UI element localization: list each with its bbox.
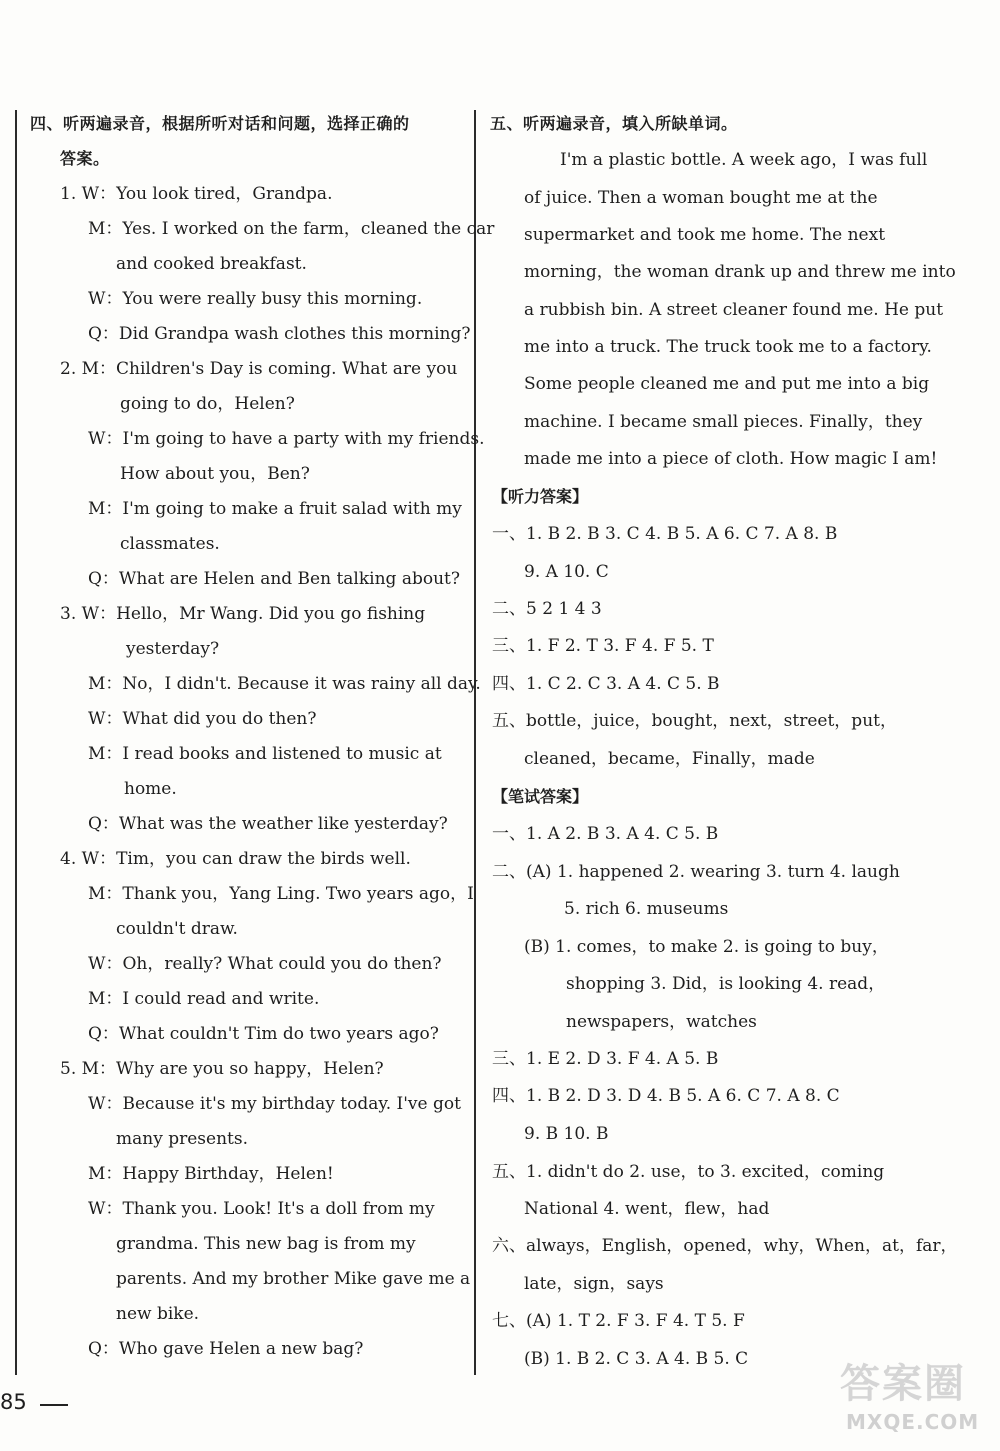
dialogue-line: 4. W：Tim，you can draw the birds well. (60, 849, 411, 869)
watermark-logo (840, 1352, 990, 1442)
column-divider (474, 110, 476, 1375)
dialogue-line: W：Oh，really? What could you do then? (88, 954, 442, 974)
dialogue-line: couldn't draw. (116, 919, 238, 939)
dialogue-line: W：Because it's my birthday today. I've got (88, 1094, 461, 1114)
passage-line: machine. I became small pieces. Finally，they (524, 412, 923, 432)
written-answer-line: (B) 1. comes，to make 2. is going to buy， (524, 937, 889, 957)
passage-line: me into a truck. The truck took me to a factory. (524, 337, 932, 357)
listening-answers-title: 【听力答案】 (492, 487, 589, 506)
dialogue-line: W：What did you do then? (88, 709, 317, 729)
dialogue-line: Q：What was the weather like yesterday? (88, 814, 448, 834)
dialogue-line: M：Thank you，Yang Ling. Two years ago，I (88, 884, 474, 904)
written-answer-line: 四、1. B 2. D 3. D 4. B 5. A 6. C 7. A 8. C (492, 1086, 840, 1106)
written-answer-line: National 4. went，flew，had (524, 1199, 770, 1219)
dialogue-line: M：I read books and listened to music at (88, 744, 442, 764)
dialogue-line: 3. W：Hello，Mr Wang. Did you go fishing (60, 604, 426, 624)
dialogue-line: yesterday? (126, 639, 220, 659)
listening-answer-line: 9. A 10. C (524, 562, 609, 582)
written-answer-line: (B) 1. B 2. C 3. A 4. B 5. C (524, 1349, 749, 1369)
dialogue-line: going to do，Helen? (120, 394, 295, 414)
dialogue-line: 5. M：Why are you so happy，Helen? (60, 1059, 384, 1079)
page-number-rule (40, 1404, 68, 1406)
dialogue-line: home. (124, 779, 177, 799)
dialogue-line: W：Thank you. Look! It's a doll from my (88, 1199, 435, 1219)
passage-line: supermarket and took me home. The next (524, 225, 886, 245)
written-answer-line: newspapers，watches (566, 1012, 757, 1032)
passage-line: morning，the woman drank up and threw me into (524, 262, 956, 282)
listening-answer-line: 一、1. B 2. B 3. C 4. B 5. A 6. C 7. A 8. B (492, 524, 838, 544)
written-answer-line: 六、always，English，opened，why，When，at，far， (492, 1236, 958, 1256)
dialogue-line: classmates. (120, 534, 220, 554)
dialogue-line: grandma. This new bag is from my (116, 1234, 416, 1254)
dialogue-line: Q：What are Helen and Ben talking about? (88, 569, 460, 589)
written-answer-line: 二、(A) 1. happened 2. wearing 3. turn 4. laugh (492, 862, 900, 882)
dialogue-line: M：No，I didn't. Because it was rainy all day. (88, 674, 481, 694)
dialogue-line: Q：Did Grandpa wash clothes this morning? (88, 324, 471, 344)
dialogue-line: new bike. (116, 1304, 200, 1324)
dialogue-line: 2. M：Children's Day is coming. What are you (60, 359, 458, 379)
dialogue-line: How about you，Ben? (120, 464, 310, 484)
written-answer-line: shopping 3. Did，is looking 4. read， (566, 974, 886, 994)
listening-answer-line: 五、bottle，juice，bought，next，street，put， (492, 711, 897, 731)
dialogue-line: W：I'm going to have a party with my friends. (88, 429, 485, 449)
watermark-title: 答案圈 (840, 1361, 966, 1407)
page-number: 85 (0, 1390, 27, 1414)
written-answer-line: 七、(A) 1. T 2. F 3. F 4. T 5. F (492, 1311, 745, 1331)
dialogue-line: Q：Who gave Helen a new bag? (88, 1339, 364, 1359)
listening-answer-line: cleaned，became，Finally，made (524, 749, 815, 769)
written-answer-line: late，sign，says (524, 1274, 664, 1294)
passage-line: of juice. Then a woman bought me at the (524, 188, 878, 208)
section-4-heading: 四、听两遍录音，根据所听对话和问题，选择正确的 (30, 114, 410, 133)
written-answer-line: 9. B 10. B (524, 1124, 609, 1144)
dialogue-line: 1. W：You look tired，Grandpa. (60, 184, 333, 204)
dialogue-line: Q：What couldn't Tim do two years ago? (88, 1024, 439, 1044)
listening-answer-line: 三、1. F 2. T 3. F 4. F 5. T (492, 636, 714, 656)
dialogue-line: W：You were really busy this morning. (88, 289, 423, 309)
written-answer-line: 一、1. A 2. B 3. A 4. C 5. B (492, 824, 719, 844)
dialogue-line: M：Yes. I worked on the farm，cleaned the car (88, 219, 495, 239)
passage-line: I'm a plastic bottle. A week ago，I was full (560, 150, 928, 170)
section-5-heading: 五、听两遍录音，填入所缺单词。 (490, 114, 738, 133)
passage-line: Some people cleaned me and put me into a big (524, 374, 930, 394)
left-margin-rule (15, 110, 17, 1375)
watermark-url: MXQE.COM (846, 1410, 980, 1434)
passage-line: a rubbish bin. A street cleaner found me. He put (524, 300, 944, 320)
listening-answer-line: 四、1. C 2. C 3. A 4. C 5. B (492, 674, 720, 694)
dialogue-line: M：Happy Birthday，Helen! (88, 1164, 334, 1184)
written-answer-line: 5. rich 6. museums (564, 899, 729, 919)
dialogue-line: many presents. (116, 1129, 248, 1149)
dialogue-line: and cooked breakfast. (116, 254, 307, 274)
written-answers-title: 【笔试答案】 (492, 787, 589, 806)
dialogue-line: parents. And my brother Mike gave me a (116, 1269, 471, 1289)
dialogue-line: M：I could read and write. (88, 989, 320, 1009)
listening-answer-line: 二、5 2 1 4 3 (492, 599, 602, 619)
written-answer-line: 三、1. E 2. D 3. F 4. A 5. B (492, 1049, 719, 1069)
passage-line: made me into a piece of cloth. How magic I am! (524, 449, 938, 469)
written-answer-line: 五、1. didn't do 2. use，to 3. excited，coming (492, 1162, 885, 1182)
dialogue-line: M：I'm going to make a fruit salad with my (88, 499, 462, 519)
section-4-heading-cont: 答案。 (60, 149, 110, 168)
